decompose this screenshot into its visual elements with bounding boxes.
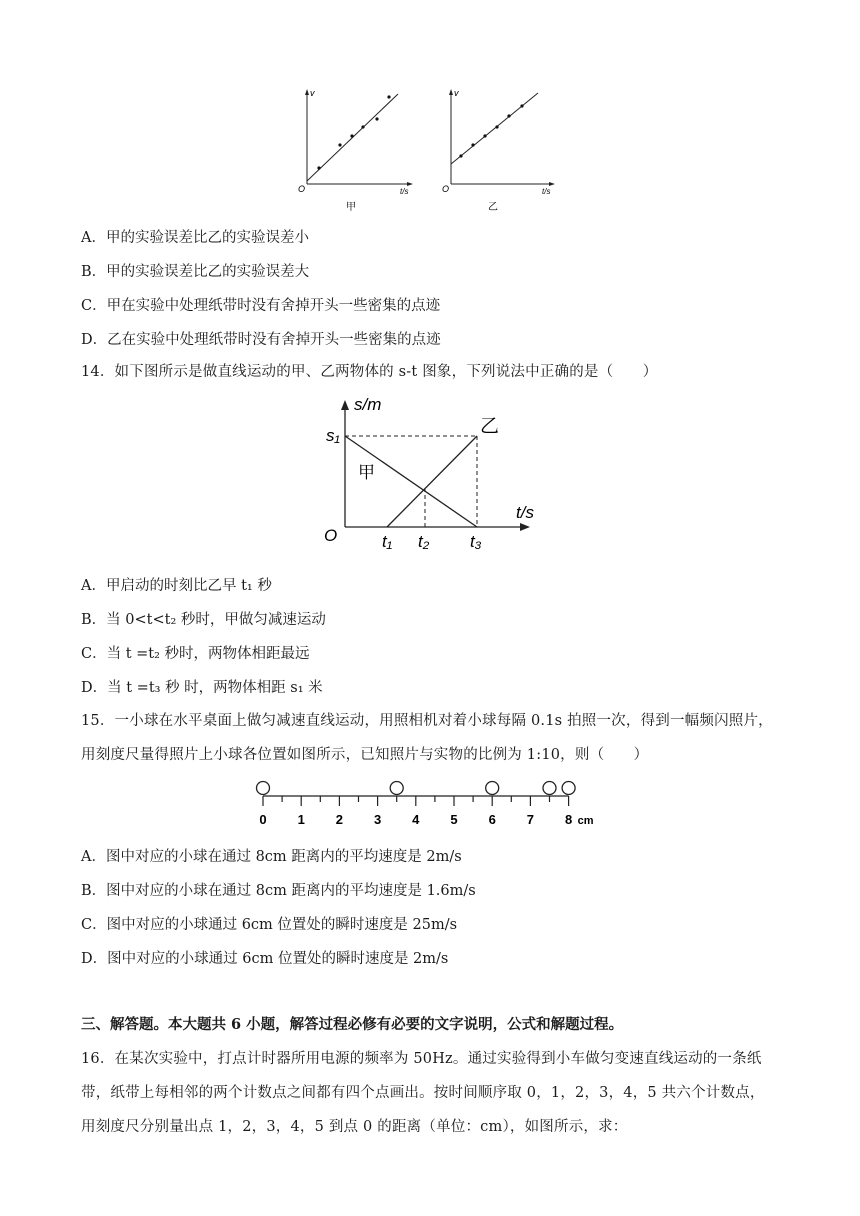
graph-jia-x-label: t/s [400,187,409,196]
q15-option-c: C．图中对应的小球通过 6cm 位置处的瞬时速度是 25m/s [81,917,458,933]
ruler-label: 0 [259,812,267,827]
q14-y-axis-label: s/m [354,395,382,414]
q16-line2: 带，纸带上每相邻的两个计数点之间都有四个点画出。按时间顺序取 0，1，2，3，4，5 共六个计数点， [81,1085,765,1101]
ruler-label: 1 [297,812,305,827]
q15-option-d: D．图中对应的小球通过 6cm 位置处的瞬时速度是 2m/s [81,951,449,967]
graph-yi-y-label: v [454,88,459,98]
q14-s1-label: s₁ [326,426,340,445]
graph-jia [298,88,413,213]
q14-stem: 14．如下图所示是做直线运动的甲、乙两物体的 s-t 图象，下列说法中正确的是（ ） [81,364,658,380]
ruler-label: 6 [488,812,496,827]
graph-yi [442,88,555,213]
q13-option-d: D．乙在实验中处理纸带时没有舍掉开头一些密集的点迹 [81,332,441,348]
q14-option-d: D．当 t =t₃ 秒 时，两物体相距 s₁ 米 [81,680,323,696]
q14-option-b: B．当 0<t<t₂ 秒时，甲做匀减速运动 [81,612,326,628]
ruler-label: 8 [564,812,573,827]
ruler-label: 7 [526,812,535,827]
q15-ruler-figure [250,774,610,834]
graph-jia-caption: 甲 [346,202,356,213]
graph-jia-y-label: v [310,88,315,98]
graph-yi-x-label: t/s [542,187,551,196]
q14-option-c: C．当 t =t₂ 秒时，两物体相距最远 [81,646,310,662]
q13-option-a: A．甲的实验误差比乙的实验误差小 [81,230,309,246]
q16-line1: 16．在某次实验中，打点计时器所用电源的频率为 50Hz。通过实验得到小车做匀变速直线运动的一条纸 [81,1051,762,1067]
q15-stem-line1: 15．一小球在水平桌面上做匀减速直线运动，用照相机对着小球每隔 0.1s 拍照一次，得到一幅频闪照片， [81,713,773,729]
ball-position [562,782,575,795]
section-3-heading: 三、解答题。本大题共 6 小题，解答过程必修有必要的文字说明，公式和解题过程。 [81,1016,624,1033]
ruler-label: 4 [412,812,420,827]
q15-stem-line2: 用刻度尺量得照片上小球各位置如图所示，已知照片与实物的比例为 1:10，则（ ） [81,747,649,763]
q14-x-axis-label: t/s [516,503,534,522]
q14-jia-label: 甲 [358,463,375,482]
q14-yi-label: 乙 [480,416,500,437]
q14-option-a: A．甲启动的时刻比乙早 t₁ 秒 [81,578,272,594]
q13-option-c: C．甲在实验中处理纸带时没有舍掉开头一些密集的点迹 [81,298,441,314]
q14-origin: O [324,526,338,545]
ball-position [486,782,499,795]
graph-jia-origin: O [298,184,306,194]
ball-position [543,782,556,795]
q14-t1-label: t₁ [382,532,393,551]
q14-t3-label: t₃ [470,532,482,551]
q15-option-a: A．图中对应的小球在通过 8cm 距离内的平均速度是 2m/s [81,849,462,865]
ruler-label: 2 [335,812,344,827]
q14-st-graph [320,392,560,556]
q15-option-b: B．图中对应的小球在通过 8cm 距离内的平均速度是 1.6m/s [81,883,476,899]
ball-position [390,782,403,795]
ball-position [257,782,270,795]
ruler-unit: cm [577,815,594,827]
q14-t2-label: t₂ [418,532,430,551]
ruler-label: 5 [450,812,458,827]
q13-figure [290,84,570,214]
q13-option-b: B．甲的实验误差比乙的实验误差大 [81,264,310,280]
graph-yi-origin: O [442,184,450,194]
ruler-label: 3 [373,812,382,827]
graph-yi-caption: 乙 [488,202,498,213]
q16-line3: 用刻度尺分别量出点 1，2，3，4，5 到点 0 的距离（单位：cm），如图所示，求： [81,1119,628,1135]
